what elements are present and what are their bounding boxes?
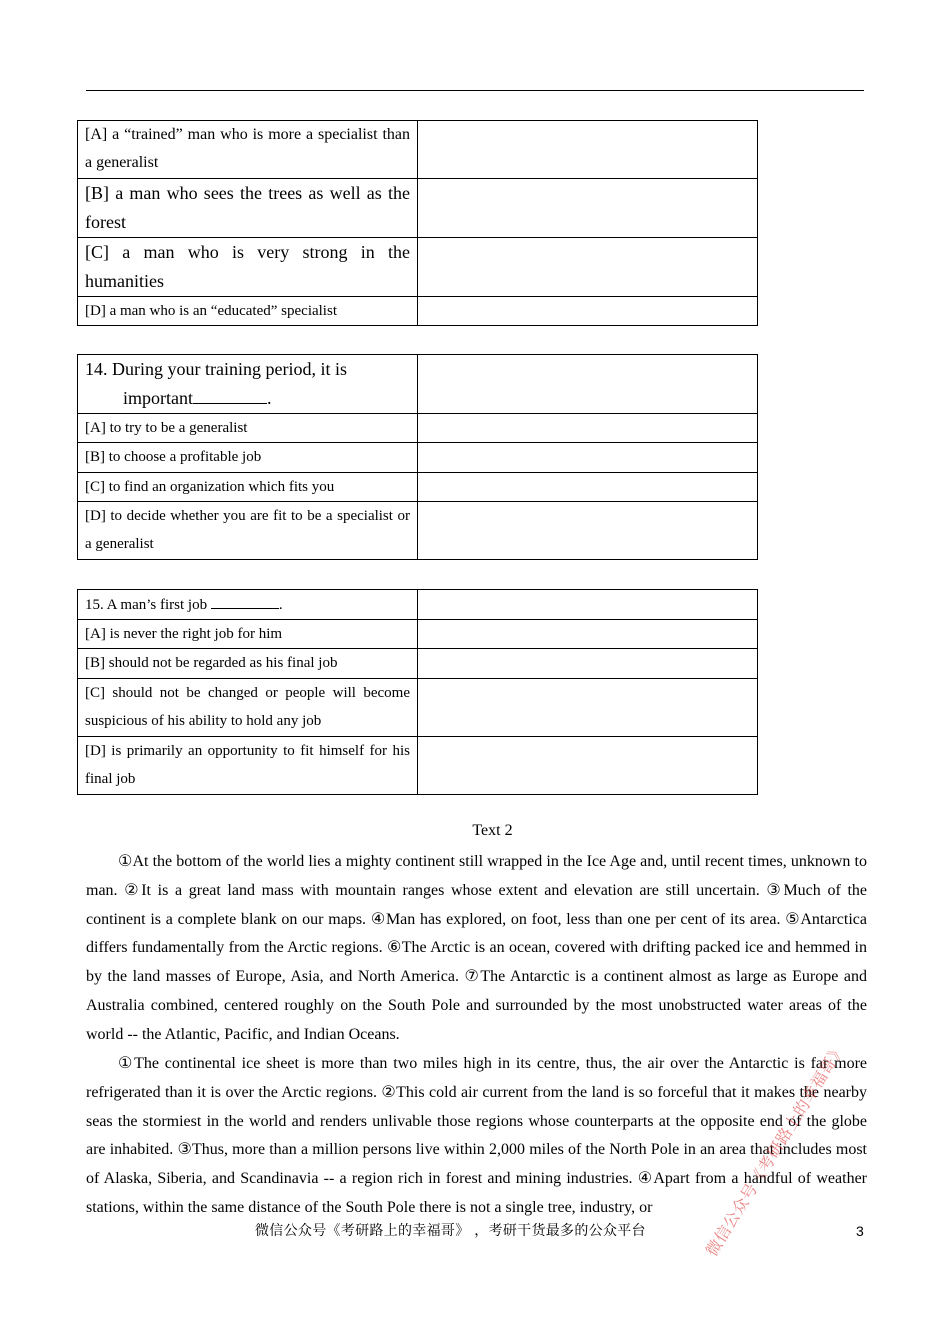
footer-text: 微信公众号《考研路上的幸福哥》 ，考研干货最多的公众平台 — [255, 1223, 646, 1239]
q13-option-c: [C] a man who is very strong in the humanities — [78, 238, 418, 297]
q13-option-d: [D] a man who is an “educated” specialist — [78, 297, 418, 326]
question-14-table — [77, 354, 758, 560]
answer-cell — [418, 355, 758, 414]
q14-option-a: [A] to try to be a generalist — [78, 414, 418, 443]
page-number: 3 — [856, 1223, 864, 1239]
table-row — [78, 238, 758, 297]
answer-cell — [418, 443, 758, 473]
q14-stem-line1: 14. During your training period, it is — [85, 359, 347, 379]
answer-cell — [418, 502, 758, 560]
q14-option-b: [B] to choose a profitable job — [78, 443, 418, 473]
table-row — [78, 679, 758, 737]
answer-blank — [211, 590, 279, 609]
watermark-stamp: 微信公众号《考研路上的幸福哥》 — [701, 1039, 850, 1260]
table-row — [78, 473, 758, 502]
table-row — [78, 590, 758, 620]
header-rule — [86, 90, 864, 91]
q13-option-a: [A] a “trained” man who is more a specialist than a generalist — [78, 121, 418, 179]
question-15-table — [77, 589, 758, 795]
table-row — [78, 179, 758, 238]
passage-title: Text 2 — [472, 822, 513, 839]
q15-option-b: [B] should not be regarded as his final job — [78, 649, 418, 679]
table-row — [78, 355, 758, 414]
answer-cell — [418, 297, 758, 326]
table-row — [78, 121, 758, 179]
q13-option-b: [B] a man who sees the trees as well as the forest — [78, 179, 418, 238]
table-row — [78, 649, 758, 679]
answer-cell — [418, 473, 758, 502]
answer-cell — [418, 679, 758, 737]
q15-option-a: [A] is never the right job for him — [78, 620, 418, 649]
q14-stem — [78, 355, 418, 414]
answer-cell — [418, 414, 758, 443]
table-row — [78, 737, 758, 795]
passage-paragraph-2: ①The continental ice sheet is more than two miles high in its centre, thus, the air over the Antarctic is far more refrigerated than it is over the Arctic regions. ②This cold air current from the land is so forceful that it makes the nearby seas the stormiest in the world and renders unlivable those regions whose counterparts at the opposite end of the globe are inhabited. ③Thus, more than a million persons live within 2,000 miles of the North Pole in an area that includes most of Alaska, Siberia, and Scandinavia -- a region rich in forest and mining industries. ④Apart from a handful of weather stations, within the same distance of the South Pole there is not a single tree, industry, or — [86, 1055, 867, 1216]
answer-blank — [193, 385, 267, 404]
answer-cell — [418, 620, 758, 649]
passage-paragraph-1: ①At the bottom of the world lies a mighty continent still wrapped in the Ice Age and, until recent times, unknown to man. ②It is a great land mass with mountain ranges whose extent and elevation are still uncertain. ③Much of the continent is a complete blank on our maps. ④Man has explored, on foot, less than one per cent of its area. ⑤Antarctica differs fundamentally from the Arctic regions. ⑥The Arctic is an ocean, covered with drifting packed ice and hemmed in by the land masses of Europe, Asia, and North America. ⑦The Antarctic is a continent almost as large as Europe and Australia combined, centered roughly on the South Pole and surrounded by the most unobstructed water areas of the world -- the Atlantic, Pacific, and Indian Oceans. — [86, 853, 867, 1043]
answer-cell — [418, 179, 758, 238]
answer-cell — [418, 590, 758, 620]
table-row — [78, 620, 758, 649]
q15-stem — [78, 590, 418, 620]
q15-stem-end: . — [278, 597, 283, 613]
table-row — [78, 443, 758, 473]
q15-stem-text: 15. A man’s first job — [85, 597, 208, 613]
table-row — [78, 502, 758, 560]
q15-option-c: [C] should not be changed or people will become suspicious of his ability to hold any job — [78, 679, 418, 737]
q14-stem-end: . — [267, 388, 272, 408]
q14-stem-word: important — [123, 388, 193, 408]
answer-cell — [418, 238, 758, 297]
q14-stem-line2 — [85, 384, 272, 413]
q15-option-d: [D] is primarily an opportunity to fit himself for his final job — [78, 737, 418, 795]
answer-cell — [418, 737, 758, 795]
answer-cell — [418, 649, 758, 679]
table-row — [78, 414, 758, 443]
q14-option-d: [D] to decide whether you are fit to be a specialist or a generalist — [78, 502, 418, 560]
q14-option-c: [C] to find an organization which fits you — [78, 473, 418, 502]
table-row — [78, 297, 758, 326]
question-13-table — [77, 120, 758, 326]
answer-cell — [418, 121, 758, 179]
